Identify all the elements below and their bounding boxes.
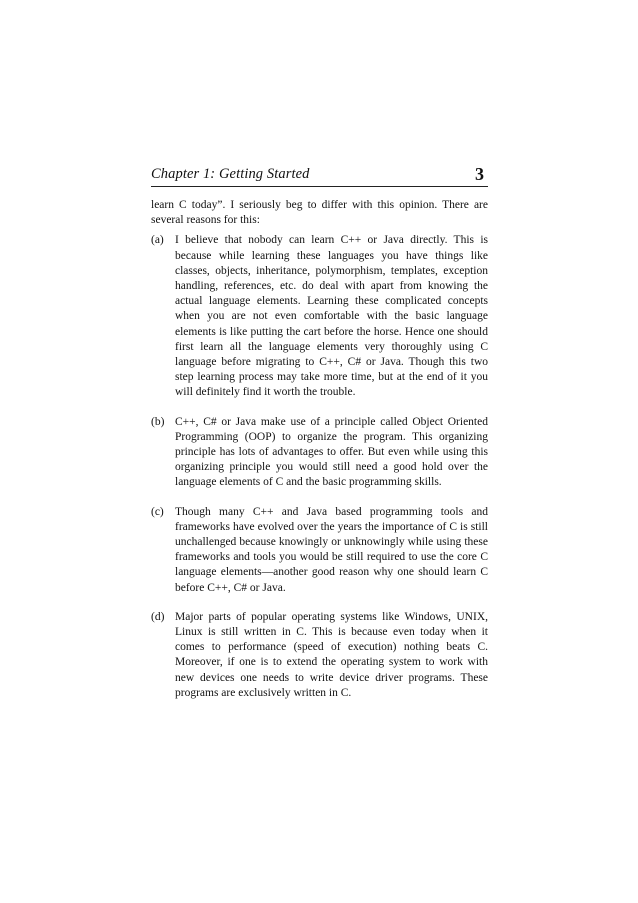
list-item-text: Major parts of popular operating systems like Windows, UNIX, Linux is still written in C. This is because even today when it comes to performance (speed of execution) nothing beats C. Moreover, if one is to extend the operating system to work with new devices one needs to write device driver programs. These programs are exclusively written in C. <box>175 610 488 699</box>
chapter-title: Chapter 1: Getting Started <box>151 166 310 182</box>
list-item-d <box>151 610 488 701</box>
page-body <box>151 198 488 701</box>
running-header <box>151 160 488 187</box>
list-item-b <box>151 415 488 491</box>
list-item-c <box>151 505 488 596</box>
list-item-label: (a) <box>151 234 164 247</box>
list-item-text: C++, C# or Java make use of a principle called Object Oriented Programming (OOP) to organize the program. This organizing principle has lots of advantages to offer. But even while using this organizing principle you would still need a good hold over the language elements of C and the basic programming skills. <box>175 415 488 489</box>
intro-paragraph: learn C today”. I seriously beg to differ with this opinion. There are several reasons for this: <box>151 199 488 227</box>
list-item-text: I believe that nobody can learn C++ or Java directly. This is because while learning these languages you have things like classes, objects, inheritance, polymorphism, templates, exception handling, references, etc. do deal with apart from knowing the actual language elements. Learning these complicated concepts when you are not even comfortable with the basic language elements is like putting the cart before the horse. Hence one should first learn all the language elements very thoroughly using C language before migrating to C++, C# or Java. Though this two step learning process may take more time, but at the end of it you will definitely find it worth the trouble. <box>175 234 488 399</box>
book-page <box>151 160 488 715</box>
list-item-label: (c) <box>151 505 164 518</box>
list-item-text: Though many C++ and Java based programming tools and frameworks have evolved over the years the importance of C is still unchallenged because knowingly or unknowingly while using these frameworks and tools you would be still required to use the core C language elements—another good reason why one should learn C before C++, C# or Java. <box>175 505 488 594</box>
list-item-a <box>151 233 488 400</box>
list-item-label: (b) <box>151 415 165 428</box>
list-item-label: (d) <box>151 610 165 623</box>
page-number: 3 <box>475 164 484 184</box>
